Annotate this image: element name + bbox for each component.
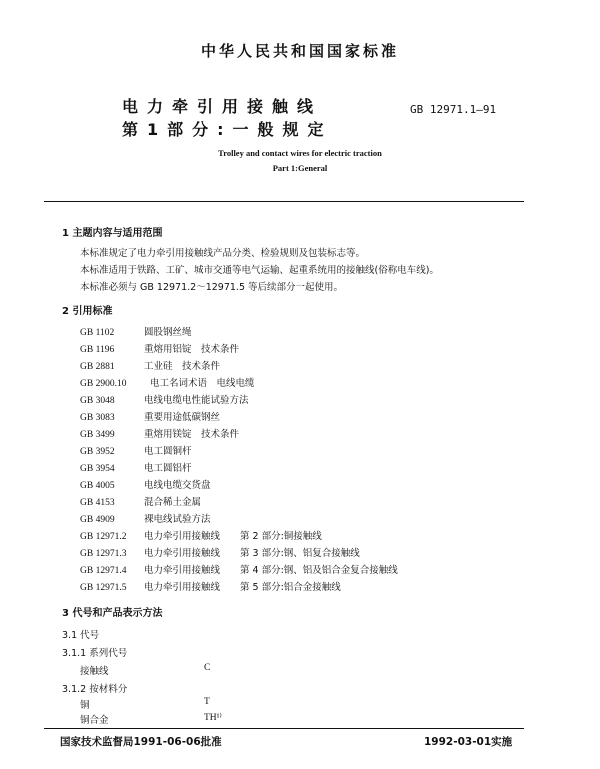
reference-code: GB 3048 xyxy=(80,396,115,406)
reference-name: 电工圆铜杆 xyxy=(144,446,192,457)
material-code: T xyxy=(204,697,210,707)
reference-name: 工业硅 技术条件 xyxy=(144,361,221,372)
section1-heading: 1 主题内容与适用范围 xyxy=(62,228,163,239)
reference-name: 电工圆铝杆 xyxy=(144,463,192,474)
english-title-line2: Part 1:General xyxy=(272,163,328,173)
national-standard-header: 中华人民共和国国家标准 xyxy=(200,42,399,60)
section1-paragraph: 本标准适用于铁路、工矿、城市交通等电气运输、起重系统用的接触线(俗称电车线)。 xyxy=(80,265,439,276)
reference-item xyxy=(80,494,240,510)
reference-code: GB 12971.4 xyxy=(80,566,127,576)
reference-name: 重要用途低碳钢丝 xyxy=(144,412,221,423)
subsection-3-1: 3.1 代号 xyxy=(62,630,100,641)
material-label: 铜 xyxy=(80,700,90,711)
reference-code: GB 1102 xyxy=(80,328,115,338)
document-title-line2: 第1部分:一般规定 xyxy=(122,120,333,139)
reference-code: GB 4909 xyxy=(80,515,115,525)
reference-item xyxy=(80,528,322,544)
reference-item xyxy=(80,545,360,561)
reference-item xyxy=(80,443,240,459)
reference-item xyxy=(80,562,398,578)
reference-item xyxy=(80,477,240,493)
footer-divider xyxy=(44,728,524,729)
reference-part: 第 5 部分:铝合金接触线 xyxy=(240,582,341,593)
reference-item xyxy=(80,409,240,425)
approval-date: 国家技术监督局1991-06-06批准 xyxy=(60,736,222,748)
material-code: TH¹⁾ xyxy=(204,713,222,723)
series-label: 接触线 xyxy=(80,666,109,677)
reference-name: 电力牵引用接触线 xyxy=(144,531,221,542)
series-code: C xyxy=(204,663,211,673)
reference-code: GB 1196 xyxy=(80,345,115,355)
implementation-date: 1992-03-01实施 xyxy=(424,736,513,748)
reference-name: 电工名词术语 电线电缆 xyxy=(150,378,255,389)
subsection-3-1-2: 3.1.2 按材料分 xyxy=(62,684,128,695)
section1-paragraph: 本标准必须与 GB 12971.2～12971.5 等后续部分一起使用。 xyxy=(80,282,344,293)
reference-part: 第 3 部分:钢、铝复合接触线 xyxy=(240,548,360,559)
reference-item xyxy=(80,324,240,340)
reference-item xyxy=(80,511,240,527)
reference-item xyxy=(80,392,249,408)
reference-part: 第 4 部分:钢、铝及铝合金复合接触线 xyxy=(240,565,398,576)
reference-code: GB 3083 xyxy=(80,413,115,423)
section1-paragraph: 本标准规定了电力牵引用接触线产品分类、检验规则及包装标志等。 xyxy=(80,248,366,259)
reference-name: 电力牵引用接触线 xyxy=(144,565,221,576)
section2-heading: 2 引用标准 xyxy=(62,306,113,317)
reference-code: GB 2900.10 xyxy=(80,379,127,389)
reference-name: 重熔用镁锭 技术条件 xyxy=(144,429,240,440)
reference-item xyxy=(80,358,240,374)
reference-code: GB 2881 xyxy=(80,362,115,372)
reference-code: GB 4153 xyxy=(80,498,115,508)
standard-number: GB 12971.1—91 xyxy=(410,103,497,116)
reference-item xyxy=(80,460,240,476)
subsection-3-1-1: 3.1.1 系列代号 xyxy=(62,648,128,659)
document-title-line1: 电力牵引用接触线 xyxy=(122,97,323,116)
reference-code: GB 12971.5 xyxy=(80,583,127,593)
reference-name: 电力牵引用接触线 xyxy=(144,582,221,593)
reference-part: 第 2 部分:铜接触线 xyxy=(240,531,322,542)
reference-code: GB 3952 xyxy=(80,447,115,457)
reference-code: GB 4005 xyxy=(80,481,115,491)
reference-code: GB 12971.3 xyxy=(80,549,127,559)
reference-name: 混合稀土金属 xyxy=(144,497,202,508)
english-title-line1: Trolley and contact wires for electric traction xyxy=(218,148,382,158)
reference-name: 圆股钢丝绳 xyxy=(144,327,192,338)
section3-heading: 3 代号和产品表示方法 xyxy=(62,608,163,619)
reference-item xyxy=(80,426,240,442)
reference-item xyxy=(80,579,341,595)
reference-code: GB 3954 xyxy=(80,464,115,474)
reference-name: 裸电线试验方法 xyxy=(144,514,211,525)
header-divider xyxy=(44,201,524,202)
reference-code: GB 12971.2 xyxy=(80,532,127,542)
reference-name: 电力牵引用接触线 xyxy=(144,548,221,559)
reference-item xyxy=(80,341,240,357)
reference-code: GB 3499 xyxy=(80,430,115,440)
material-label: 铜合金 xyxy=(80,715,109,726)
reference-name: 电线电缆电性能试验方法 xyxy=(144,395,249,406)
reference-name: 重熔用铝锭 技术条件 xyxy=(144,344,240,355)
reference-name: 电线电缆交货盘 xyxy=(144,480,211,491)
reference-item xyxy=(80,375,255,391)
